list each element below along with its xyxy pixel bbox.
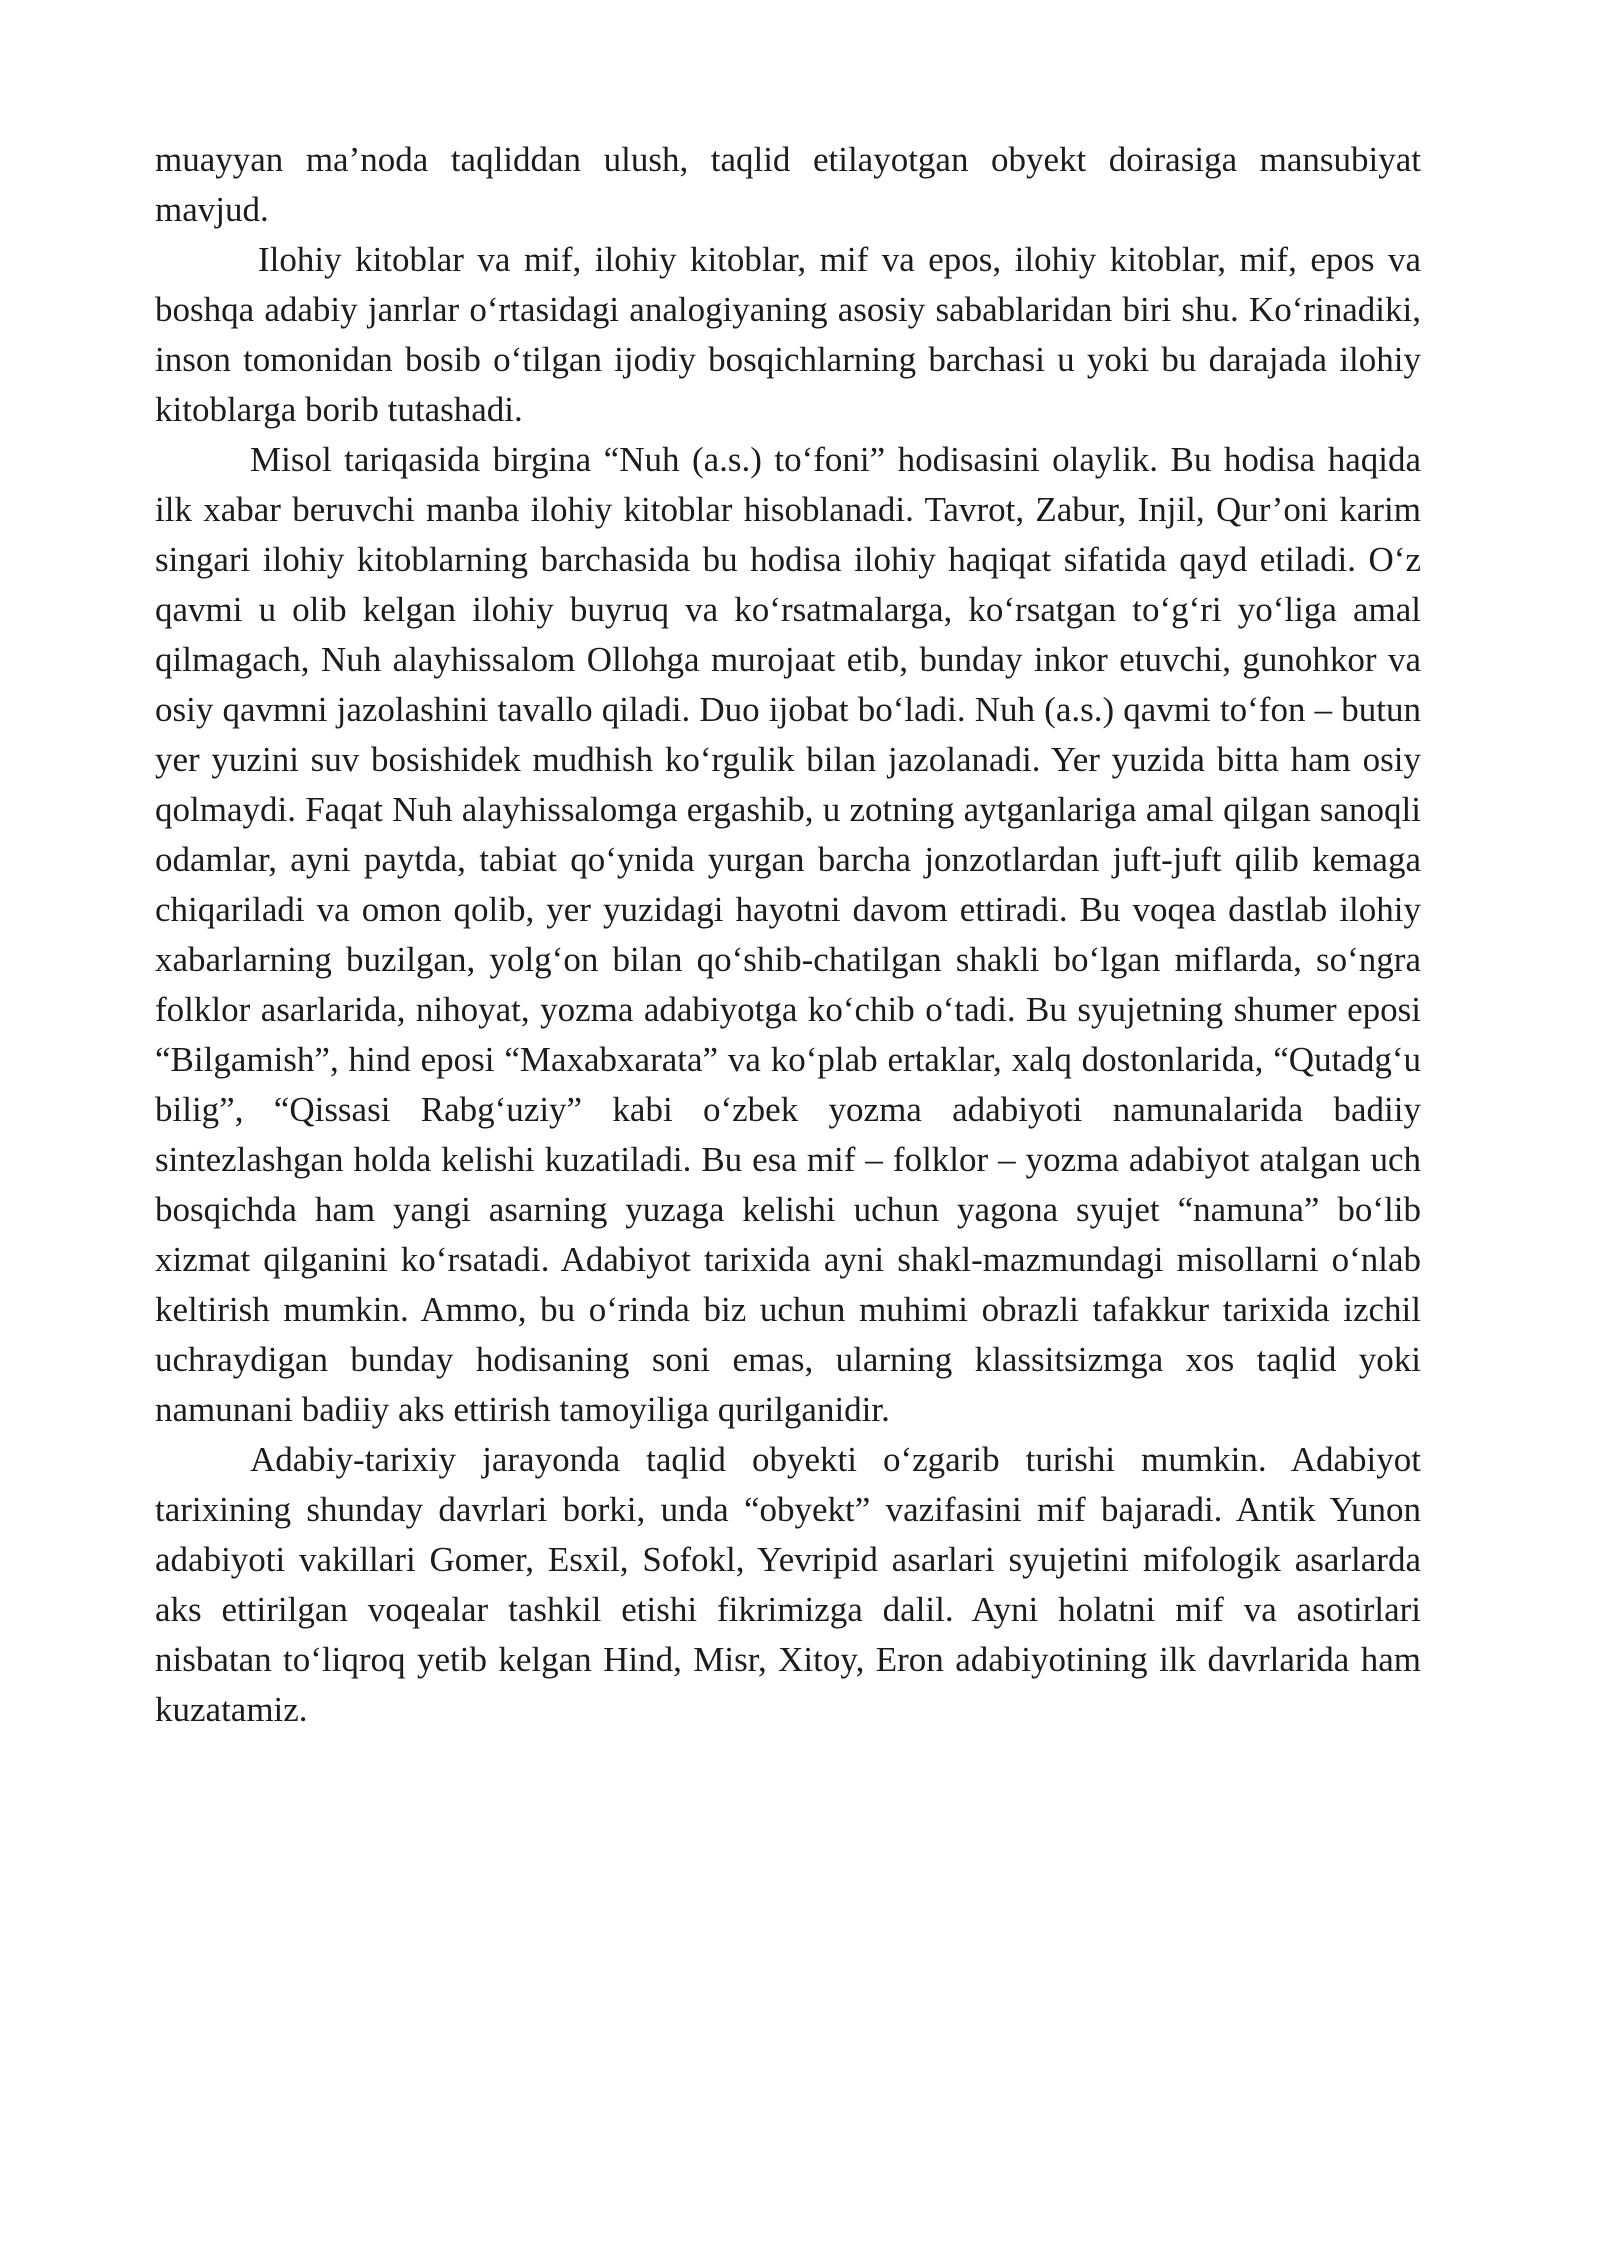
paragraph-ilohiy-kitoblar: Ilohiy kitoblar va mif, ilohiy kitoblar, mif va epos, ilohiy kitoblar, mif, epos va boshqa adabiy janrlar o‘rtasidagi analogiyaning asosiy sabablaridan biri shu. Ko‘rinadiki, inson tomonidan bosib o‘tilgan ijodiy bosqichlarning barchasi u yoki bu darajada ilohiy kitoblarga borib tutashadi. [155, 240, 1421, 429]
paragraph-adabiy-tarixiy: Adabiy-tarixiy jarayonda taqlid obyekti o‘zgarib turishi mumkin. Adabiyot tarixining shunday davrlari borki, unda “obyekt” vazifasini mif bajaradi. Antik Yunon adabiyoti vakillari Gomer, Esxil, Sofokl, Yevripid asarlari syujetini mifologik asarlarda aks ettirilgan voqealar tashkil etishi fikrimizga dalil. Ayni holatni mif va asotirlari nisbatan to‘liqroq yetib kelgan Hind, Misr, Xitoy, Eron adabiyotining ilk davrlarida ham kuzatamiz. [155, 1440, 1421, 1729]
document-page [155, 135, 1421, 1735]
paragraph-nuh-tofoni: Misol tariqasida birgina “Nuh (a.s.) to‘foni” hodisasini olaylik. Bu hodisa haqida ilk xabar beruvchi manba ilohiy kitoblar hisoblanadi. Tavrot, Zabur, Injil, Qur’oni karim singari ilohiy kitoblarning barchasida bu hodisa ilohiy haqiqat sifatida qayd etiladi. O‘z qavmi u olib kelgan ilohiy buyruq va ko‘rsatmalarga, ko‘rsatgan to‘g‘ri yo‘liga amal qilmagach, Nuh alayhissalom Ollohga murojaat etib, bunday inkor etuvchi, gunohkor va osiy qavmni jazolashini tavallo qiladi. Duo ijobat bo‘ladi. Nuh (a.s.) qavmi to‘fon – butun yer yuzini suv bosishidek mudhish ko‘rgulik bilan jazolanadi. Yer yuzida bitta ham osiy qolmaydi. Faqat Nuh alayhissalomga ergashib, u zotning aytganlariga amal qilgan sanoqli odamlar, ayni paytda, tabiat qo‘ynida yurgan barcha jonzotlardan juft-juft qilib kemaga chiqariladi va omon qolib, yer yuzidagi hayotni davom ettiradi. Bu voqea dastlab ilohiy xabarlarning buzilgan, yolg‘on bilan qo‘shib-chatilgan shakli bo‘lgan miflarda, so‘ngra folklor asarlarida, nihoyat, yozma adabiyotga ko‘chib o‘tadi. Bu syujetning shumer eposi “Bilgamish”, hind eposi “Maxabxarata” va ko‘plab ertaklar, xalq dostonlarida, “Qutadg‘u bilig”, “Qissasi Rabg‘uziy” kabi o‘zbek yozma adabiyoti namunalarida badiiy sintezlashgan holda kelishi kuzatiladi. Bu esa mif – folklor – yozma adabiyot atalgan uch bosqichda ham yangi asarning yuzaga kelishi uchun yagona syujet “namuna” bo‘lib xizmat qilganini ko‘rsatadi. Adabiyot tarixida ayni shakl-mazmundagi misollarni o‘nlab keltirish mumkin. Ammo, bu o‘rinda biz uchun muhimi obrazli tafakkur tarixida izchil uchraydigan bunday hodisaning soni emas, ularning klassitsizmga xos taqlid yoki namunani badiiy aks ettirish tamoyiliga qurilganidir. [155, 440, 1421, 1429]
paragraph-continuation: muayyan ma’noda taqliddan ulush, taqlid etilayotgan obyekt doirasiga mansubiyat mavjud. [155, 140, 1421, 229]
